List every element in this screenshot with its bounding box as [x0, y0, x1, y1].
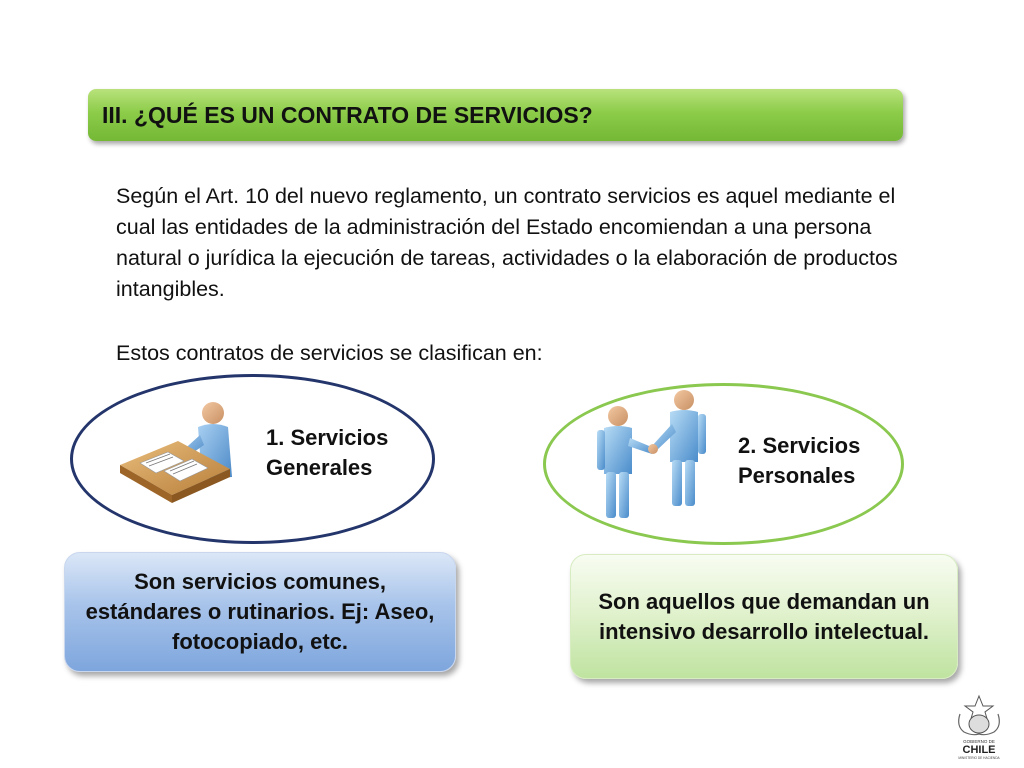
handshake-icon — [592, 388, 712, 528]
general-services-label: 1. Servicios Generales — [266, 425, 389, 480]
general-services-description: Son servicios comunes, estándares o rutinarios. Ej: Aseo, fotocopiado, etc. — [85, 569, 435, 654]
section-title-bar — [88, 89, 903, 141]
logo-line3: MINISTERIO DE HACIENDA — [958, 756, 1000, 760]
general-services-description-box — [64, 552, 456, 672]
section-title: III. ¿QUÉ ES UN CONTRATO DE SERVICIOS? — [102, 101, 593, 128]
chile-coat-of-arms-icon — [950, 692, 1008, 762]
logo-line2: CHILE — [962, 744, 996, 756]
personal-services-description-box — [570, 554, 958, 679]
personal-services-description: Son aquellos que demandan un intensivo desarrollo intelectual. — [598, 588, 930, 644]
classification-intro: Estos contratos de servicios se clasifican en: — [116, 341, 543, 365]
person-at-desk-icon — [118, 395, 248, 510]
personal-services-label: 2. Servicios Personales — [738, 433, 861, 488]
logo-line1: GOBIERNO DE — [963, 739, 995, 744]
definition-paragraph: Según el Art. 10 del nuevo reglamento, un contrato servicios es aquel mediante el cual las entidades de la administración del Estado encomiendan a una persona natural o jurídica la ejecución de tareas, actividades o la elaboración de productos intangibles. — [116, 184, 898, 301]
